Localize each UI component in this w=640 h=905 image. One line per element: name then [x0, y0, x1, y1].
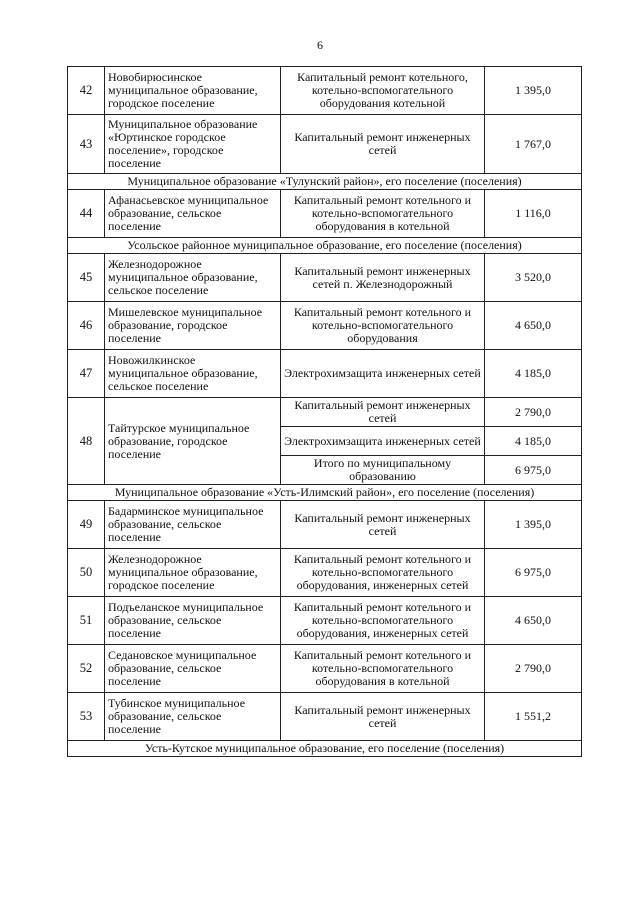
municipality-name: Новожилкинское муниципальное образование, сельское поселение	[105, 350, 281, 398]
table-row	[68, 115, 582, 174]
section-header-row	[68, 741, 582, 757]
work-description: Капитальный ремонт котельного и котельно-вспомогательного оборудования	[281, 302, 485, 350]
section-title: Усть-Кутское муниципальное образование, его поселение (поселения)	[68, 741, 582, 757]
municipality-name: Афанасьевское муниципальное образование, сельское поселение	[105, 190, 281, 238]
amount: 2 790,0	[485, 645, 582, 693]
work-description: Капитальный ремонт инженерных сетей	[281, 115, 485, 174]
work-description: Итого по муниципальному образованию	[281, 456, 485, 485]
municipality-name: Подъеланское муниципальное образование, сельское поселение	[105, 597, 281, 645]
row-number: 44	[68, 190, 105, 238]
section-title: Муниципальное образование «Усть-Илимский район», его поселение (поселения)	[68, 485, 582, 501]
table-row	[68, 302, 582, 350]
amount: 4 650,0	[485, 597, 582, 645]
table-row	[68, 501, 582, 549]
work-description: Капитальный ремонт инженерных сетей	[281, 398, 485, 427]
row-number: 52	[68, 645, 105, 693]
row-number: 53	[68, 693, 105, 741]
work-description: Капитальный ремонт инженерных сетей	[281, 693, 485, 741]
work-description: Капитальный ремонт котельного, котельно-вспомогательного оборудования котельной	[281, 67, 485, 115]
municipality-name: Бадарминское муниципальное образование, сельское поселение	[105, 501, 281, 549]
work-description: Капитальный ремонт котельного и котельно-вспомогательного оборудования, инженерных сетей	[281, 549, 485, 597]
municipality-name: Железнодорожное муниципальное образование, сельское поселение	[105, 254, 281, 302]
amount: 6 975,0	[485, 549, 582, 597]
work-description: Капитальный ремонт котельного и котельно-вспомогательного оборудования в котельной	[281, 190, 485, 238]
municipality-name: Тайтурское муниципальное образование, городское поселение	[105, 398, 281, 485]
amount: 1 551,2	[485, 693, 582, 741]
row-number: 50	[68, 549, 105, 597]
page-number: 6	[317, 38, 323, 52]
row-number: 43	[68, 115, 105, 174]
row-number: 49	[68, 501, 105, 549]
work-description: Капитальный ремонт котельного и котельно-вспомогательного оборудования в котельной	[281, 645, 485, 693]
work-description: Электрохимзащита инженерных сетей	[281, 427, 485, 456]
row-number: 47	[68, 350, 105, 398]
work-description: Капитальный ремонт инженерных сетей	[281, 501, 485, 549]
amount: 2 790,0	[485, 398, 582, 427]
municipality-name: Новобирюсинское муниципальное образование, городское поселение	[105, 67, 281, 115]
row-number: 42	[68, 67, 105, 115]
table-row	[68, 398, 582, 427]
section-title: Муниципальное образование «Тулунский район», его поселение (поселения)	[68, 174, 582, 190]
municipality-name: Железнодорожное муниципальное образование, городское поселение	[105, 549, 281, 597]
table-row	[68, 67, 582, 115]
municipality-name: Седановское муниципальное образование, сельское поселение	[105, 645, 281, 693]
section-header-row	[68, 238, 582, 254]
municipality-name: Тубинское муниципальное образование, сельское поселение	[105, 693, 281, 741]
amount: 4 185,0	[485, 427, 582, 456]
funding-table-body	[68, 67, 582, 757]
table-row	[68, 254, 582, 302]
amount: 4 185,0	[485, 350, 582, 398]
table-row	[68, 350, 582, 398]
amount: 1 395,0	[485, 501, 582, 549]
amount: 4 650,0	[485, 302, 582, 350]
section-header-row	[68, 174, 582, 190]
row-number: 51	[68, 597, 105, 645]
table-row	[68, 549, 582, 597]
amount: 1 767,0	[485, 115, 582, 174]
table-row	[68, 645, 582, 693]
municipality-name: Муниципальное образование «Юртинское городское поселение», городское поселение	[105, 115, 281, 174]
amount: 1 116,0	[485, 190, 582, 238]
table-row	[68, 190, 582, 238]
table-row	[68, 693, 582, 741]
amount: 1 395,0	[485, 67, 582, 115]
section-title: Усольское районное муниципальное образование, его поселение (поселения)	[68, 238, 582, 254]
section-header-row	[68, 485, 582, 501]
municipality-name: Мишелевское муниципальное образование, городское поселение	[105, 302, 281, 350]
work-description: Электрохимзащита инженерных сетей	[281, 350, 485, 398]
row-number: 48	[68, 398, 105, 485]
amount: 6 975,0	[485, 456, 582, 485]
work-description: Капитальный ремонт котельного и котельно-вспомогательного оборудования, инженерных сетей	[281, 597, 485, 645]
work-description: Капитальный ремонт инженерных сетей п. Железнодорожный	[281, 254, 485, 302]
table-row	[68, 597, 582, 645]
row-number: 45	[68, 254, 105, 302]
row-number: 46	[68, 302, 105, 350]
funding-table	[67, 66, 582, 757]
amount: 3 520,0	[485, 254, 582, 302]
